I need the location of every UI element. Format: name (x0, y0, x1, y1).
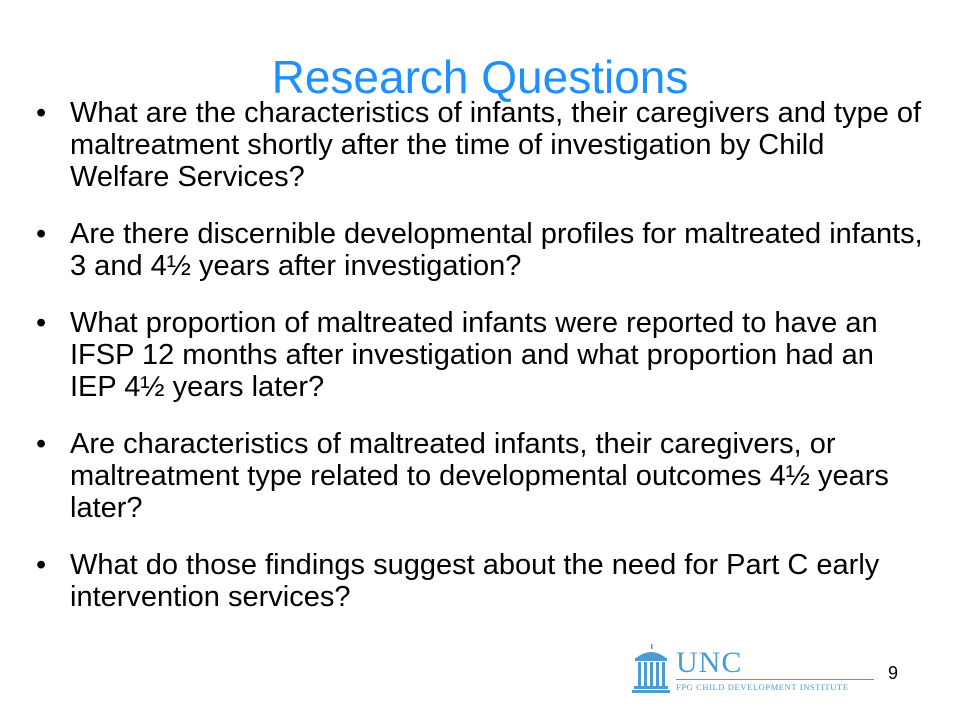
page-number: 9 (888, 663, 899, 683)
list-item (36, 97, 926, 193)
bullet-text: What do those findings suggest about the need for Part C early intervention services? (70, 549, 880, 613)
list-item (36, 218, 926, 282)
bullet-icon: • (36, 307, 47, 339)
bullet-text: What are the characteristics of infants, their caregivers and type of maltreatment shortly after the time of investigation by Child Welfare Services? (70, 97, 922, 193)
list-item (36, 549, 926, 613)
slide-title: Research Questions (271, 50, 689, 103)
logo-divider (676, 679, 874, 680)
list-item (36, 428, 926, 524)
bullet-text: What proportion of maltreated infants were reported to have an IFSP 12 months after investigation and what proportion had an IEP 4½ years later? (70, 307, 878, 403)
bullet-icon: • (36, 549, 47, 581)
research-questions-list (36, 97, 926, 638)
logo-subtitle: FPG CHILD DEVELOPMENT INSTITUTE (676, 682, 849, 692)
bullet-icon: • (36, 428, 47, 460)
logo-unc-text: UNC (676, 646, 743, 679)
unc-fpg-logo (632, 644, 882, 700)
bullet-icon: • (36, 97, 47, 129)
bullet-text: Are characteristics of maltreated infants, their caregivers, or maltreatment type related to developmental outcomes 4½ years later? (70, 428, 889, 524)
bullet-text: Are there discernible developmental profiles for maltreated infants, 3 and 4½ years after investigation? (70, 218, 923, 282)
bullet-icon: • (36, 218, 47, 250)
list-item (36, 307, 926, 403)
